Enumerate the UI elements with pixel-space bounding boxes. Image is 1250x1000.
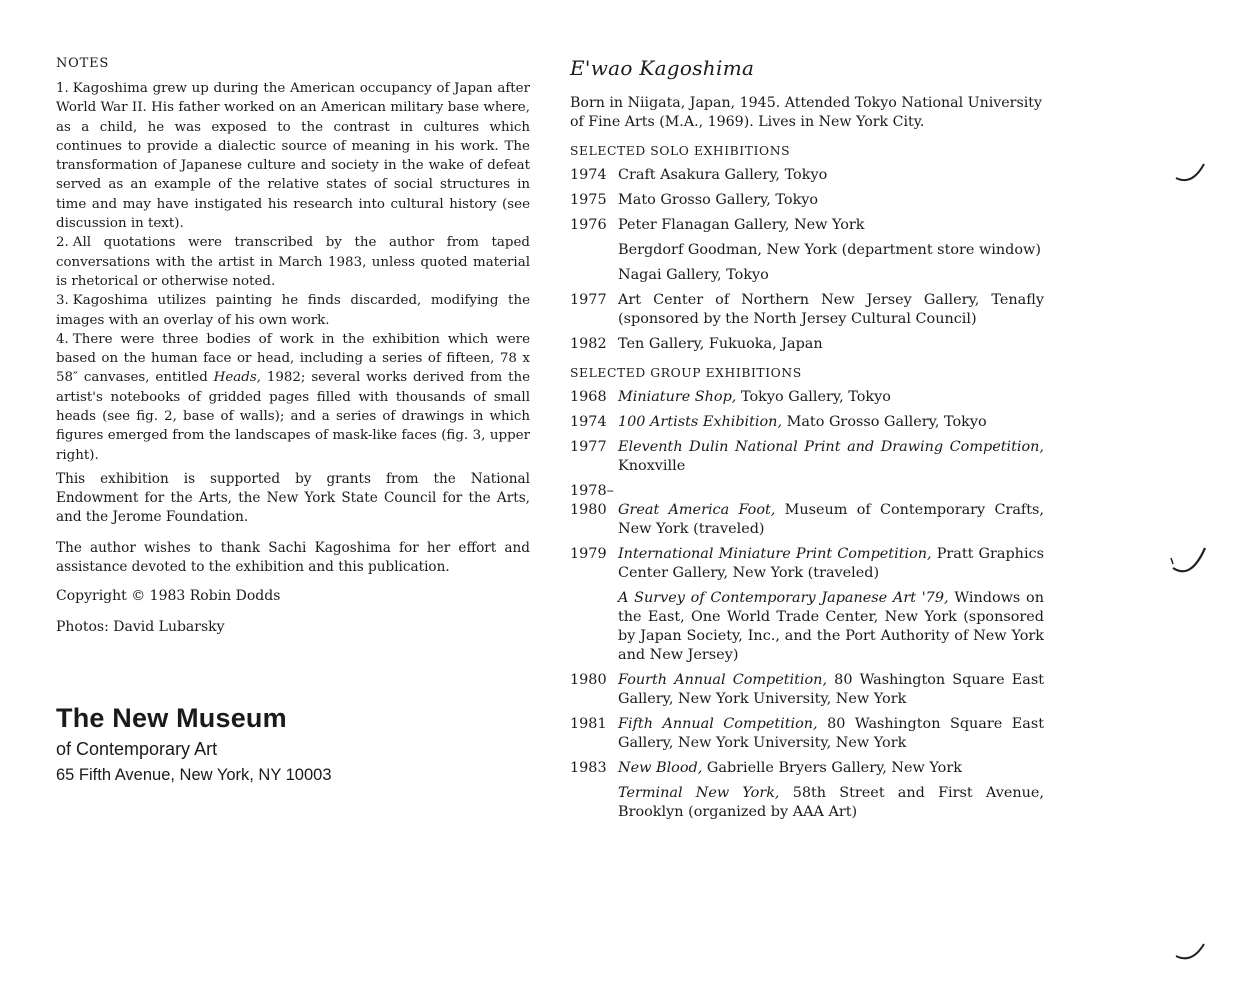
exhibition-title: Miniature Shop, <box>618 389 737 405</box>
list-item <box>570 545 1044 583</box>
exhibition-title: 100 Artists Exhibition, <box>618 414 783 430</box>
entry-year: 1977 <box>570 292 607 308</box>
exhibition-venue: Pratt Graphics Center Gallery, New York (traveled) <box>618 546 1045 581</box>
note-number: 2. <box>56 235 69 251</box>
entry-text: Nagai Gallery, Tokyo <box>618 267 769 283</box>
entry-text <box>618 388 1044 407</box>
list-item <box>570 241 1044 260</box>
note-number: 4. <box>56 331 69 347</box>
entry-year <box>570 241 618 260</box>
artist-name: E'wao Kagoshima <box>570 56 755 80</box>
entry-text <box>618 759 1044 778</box>
entry-year-end: 1980 <box>570 502 607 518</box>
entry-year: 1979 <box>570 546 607 562</box>
note-1 <box>56 79 530 233</box>
entry-text <box>618 715 1044 753</box>
list-item <box>570 388 1044 407</box>
list-item <box>570 413 1044 432</box>
exhibition-venue: Knoxville <box>618 458 686 474</box>
solo-exhibitions-heading: SELECTED SOLO EXHIBITIONS <box>570 144 791 158</box>
exhibition-title: International Miniature Print Competition, <box>618 546 932 562</box>
scan-mark-icon <box>1165 540 1213 580</box>
entry-text <box>618 482 1044 539</box>
entry-year: 1980 <box>570 672 607 688</box>
exhibition-venue: Tokyo Gallery, Tokyo <box>736 389 891 405</box>
entry-text <box>618 438 1044 476</box>
list-item <box>570 482 1044 539</box>
exhibition-title: Eleventh Dulin National Print and Drawing Competition, <box>618 439 1044 455</box>
list-item <box>570 589 1044 665</box>
entry-text <box>618 671 1044 709</box>
note-text: Kagoshima grew up during the American occupancy of Japan after World War II. His father worked on an American military base where, as a child, he was exposed to the contrast in cultures which continues to provide a dialectic source of meaning in his work. The transformation of Japanese culture and society in the wake of defeat served as an example of the relative states of social structures in time and may have instigated his research into cultural history (see discussion in text). <box>56 81 530 232</box>
note-4 <box>56 330 530 465</box>
entry-year-start: 1978– <box>570 483 614 499</box>
note-text: Kagoshima utilizes painting he finds discarded, modifying the images with an overlay of his own work. <box>56 293 530 328</box>
scan-mark-icon <box>1172 940 1212 970</box>
exhibition-title: A Survey of Contemporary Japanese Art '79, <box>618 590 949 606</box>
support-statement: This exhibition is supported by grants from the National Endowment for the Arts, the New York State Council for the Arts, and the Jerome Foundation. <box>56 471 530 525</box>
artist-section <box>570 56 1044 828</box>
list-item <box>570 715 1044 753</box>
entry-text: Craft Asakura Gallery, Tokyo <box>618 167 828 183</box>
entry-text: Bergdorf Goodman, New York (department store window) <box>618 242 1041 258</box>
note-text: All quotations were transcribed by the author from taped conversations with the artist in March 1983, unless quoted material is rhetorical or otherwise noted. <box>56 235 530 289</box>
acknowledgements <box>56 470 530 589</box>
entry-year <box>570 784 618 822</box>
entry-year: 1981 <box>570 716 607 732</box>
entry-year: 1982 <box>570 336 607 352</box>
exhibition-title: New Blood, <box>618 760 703 776</box>
group-exhibitions-heading: SELECTED GROUP EXHIBITIONS <box>570 366 802 380</box>
entry-year: 1968 <box>570 389 607 405</box>
exhibition-venue: 58th Street and First Avenue, Brooklyn (organized by AAA Art) <box>618 785 1044 820</box>
museum-address: 65 Fifth Avenue, New York, NY 10003 <box>56 766 332 784</box>
museum-name: The New Museum <box>56 703 287 733</box>
notes-heading: NOTES <box>56 56 110 71</box>
entry-year <box>570 266 618 285</box>
list-item <box>570 166 1044 185</box>
solo-exhibitions-list <box>570 166 1044 354</box>
entry-year: 1983 <box>570 760 607 776</box>
entry-text <box>618 413 1044 432</box>
entry-year: 1976 <box>570 217 607 233</box>
scan-mark-icon <box>1172 160 1212 190</box>
exhibition-title: Fourth Annual Competition, <box>618 672 828 688</box>
museum-subtitle: of Contemporary Art <box>56 739 218 759</box>
entry-year: 1977 <box>570 439 607 455</box>
artist-bio: Born in Niigata, Japan, 1945. Attended Tokyo National University of Fine Arts (M.A., 1969). Lives in New York City. <box>570 95 1042 130</box>
exhibition-venue: 80 Washington Square East Gallery, New York University, New York <box>618 672 1044 707</box>
note-text: 1982; several works derived from the artist's notebooks of gridded pages filled with thousands of small heads (see fig. 2, base of walls); and a series of drawings in which figures emerged from the landscapes of mask-like faces (fig. 3, upper right). <box>56 370 531 463</box>
group-exhibitions-list <box>570 388 1044 822</box>
list-item <box>570 291 1044 329</box>
museum-block <box>56 700 332 788</box>
entry-year <box>570 482 618 539</box>
entry-year: 1974 <box>570 414 607 430</box>
exhibition-title: Terminal New York, <box>618 785 780 801</box>
list-item <box>570 784 1044 822</box>
photo-credit: Photos: David Lubarsky <box>56 619 225 635</box>
entry-year <box>570 589 618 665</box>
notes-section <box>56 56 530 465</box>
copyright: Copyright © 1983 Robin Dodds <box>56 588 281 604</box>
exhibition-title: Fifth Annual Competition, <box>618 716 818 732</box>
note-2 <box>56 233 530 291</box>
exhibition-venue: Windows on the East, One World Trade Center, New York (sponsored by Japan Society, Inc., and the Port Authority of New York and New Jersey) <box>618 590 1044 663</box>
entry-text <box>618 545 1044 583</box>
entry-year: 1975 <box>570 192 607 208</box>
entry-text <box>618 784 1044 822</box>
entry-year: 1974 <box>570 167 607 183</box>
exhibition-venue: 80 Washington Square East Gallery, New York University, New York <box>618 716 1045 751</box>
entry-text <box>618 589 1044 665</box>
list-item <box>570 266 1044 285</box>
list-item <box>570 335 1044 354</box>
exhibition-venue: Gabrielle Bryers Gallery, New York <box>702 760 962 776</box>
list-item <box>570 191 1044 210</box>
entry-text: Ten Gallery, Fukuoka, Japan <box>618 336 823 352</box>
list-item <box>570 438 1044 476</box>
list-item <box>570 216 1044 235</box>
exhibition-venue: Mato Grosso Gallery, Tokyo <box>782 414 987 430</box>
exhibition-title: Great America Foot, <box>618 502 776 518</box>
list-item <box>570 671 1044 709</box>
exhibition-venue: Museum of Contemporary Crafts, New York (traveled) <box>618 502 1044 537</box>
thanks-statement: The author wishes to thank Sachi Kagoshima for her effort and assistance devoted to the exhibition and this publication. <box>56 540 530 575</box>
note-number: 3. <box>56 293 69 309</box>
entry-text: Peter Flanagan Gallery, New York <box>618 217 865 233</box>
note-number: 1. <box>56 81 69 96</box>
note-italic-title: Heads, <box>213 370 261 386</box>
note-3 <box>56 291 530 330</box>
list-item <box>570 759 1044 778</box>
note-text: There were three bodies of work in the exhibition which were based on the human face or head, including a series of fifteen, 78 x 58″ canvases, entitled <box>56 331 530 386</box>
entry-text: Art Center of Northern New Jersey Gallery, Tenafly (sponsored by the North Jersey Cultural Council) <box>618 292 1044 327</box>
entry-text: Mato Grosso Gallery, Tokyo <box>618 192 819 208</box>
